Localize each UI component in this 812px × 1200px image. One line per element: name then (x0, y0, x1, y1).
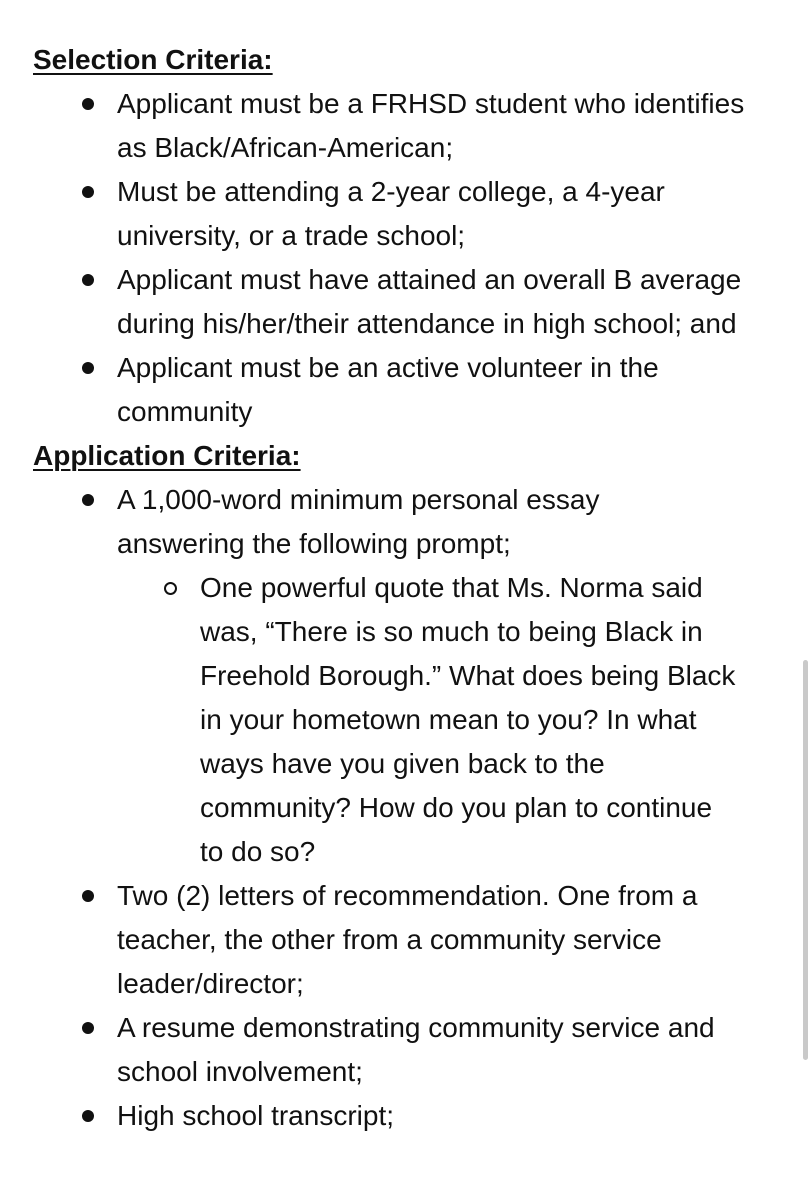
bullet-icon (82, 890, 94, 902)
list-item-text: Applicant must be an active volunteer in the community (117, 352, 659, 427)
list-item-text: High school transcript; (117, 1100, 395, 1131)
list-item (0, 1006, 790, 1094)
list-item-text: Applicant must have attained an overall B average during his/her/their attendance in high school; and (117, 264, 742, 339)
selection-criteria-heading: Selection Criteria: (33, 44, 273, 75)
bullet-icon (82, 494, 94, 506)
bullet-icon (82, 186, 94, 198)
list-item (0, 1094, 790, 1138)
essay-prompt-list (117, 566, 760, 874)
bullet-icon (82, 1022, 94, 1034)
list-item (0, 478, 790, 874)
list-item (0, 82, 790, 170)
essay-prompt-text: One powerful quote that Ms. Norma said was, “There is so much to being Black in Freehold Borough.” What does being Black in your hometown mean to you? In what ways have you given back to the community? How do you plan to continue to do so? (200, 572, 736, 867)
list-item (0, 346, 790, 434)
list-item-text: Two (2) letters of recommendation. One from a teacher, the other from a community service leader/director; (117, 880, 698, 999)
sub-list-item (117, 566, 760, 874)
list-item-text: A resume demonstrating community service and school involvement; (117, 1012, 715, 1087)
list-item-text: A 1,000-word minimum personal essay answering the following prompt; (117, 484, 600, 559)
hollow-bullet-icon (164, 582, 177, 595)
bullet-icon (82, 98, 94, 110)
application-criteria-heading: Application Criteria: (33, 440, 301, 471)
selection-criteria-list (0, 82, 790, 434)
list-item-text: Must be attending a 2-year college, a 4-year university, or a trade school; (117, 176, 665, 251)
list-item (0, 170, 790, 258)
document (0, 38, 790, 1138)
bullet-icon (82, 274, 94, 286)
application-criteria-list (0, 478, 790, 1138)
list-item-text: Applicant must be a FRHSD student who identifies as Black/African-American; (117, 88, 745, 163)
vertical-scrollbar[interactable] (803, 660, 808, 1060)
bullet-icon (82, 1110, 94, 1122)
list-item (0, 874, 790, 1006)
bullet-icon (82, 362, 94, 374)
list-item (0, 258, 790, 346)
